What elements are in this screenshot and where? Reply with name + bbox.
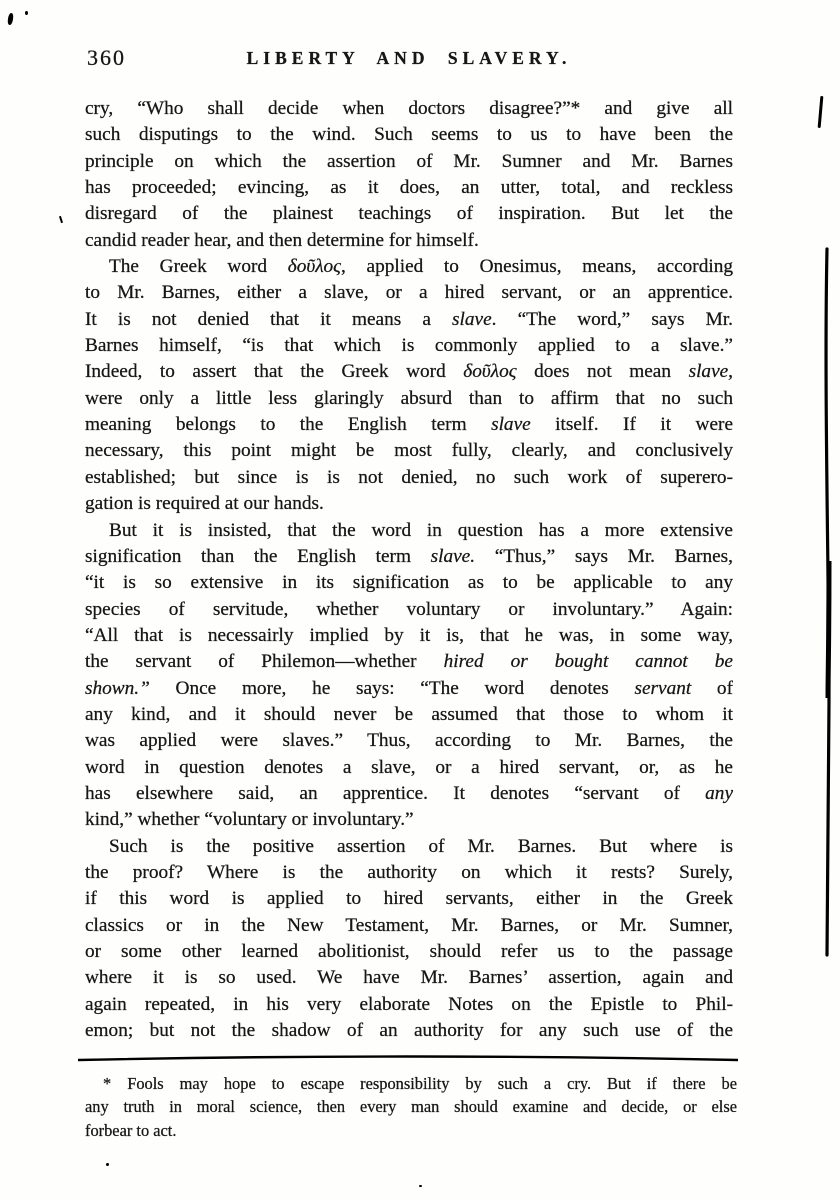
text-line	[85, 175, 733, 201]
text-segment: candid reader hear, and then determine for himself.	[85, 229, 479, 251]
text-segment: disregard of the plainest teachings of inspiration. But let the	[85, 203, 733, 225]
page-header	[85, 44, 733, 76]
text-segment: Indeed, to assert that the Greek word	[85, 361, 464, 383]
text-segment: where it is so used. We have Mr. Barnes’ assertion, again and	[85, 967, 733, 989]
ink-speck	[25, 11, 28, 15]
text-line	[85, 122, 733, 148]
text-segment: does not mean	[516, 361, 689, 383]
text-line	[85, 1119, 737, 1142]
text-segment: has elsewhere said, an apprentice. It denotes “servant of	[85, 782, 706, 804]
text-segment: Barnes himself, “is that which is commonly applied to a slave.”	[85, 335, 733, 357]
text-segment: any kind, and it should never be assumed that those to whom it	[85, 703, 733, 725]
text-segment: or some other learned abolitionist, should refer us to the passage	[85, 941, 733, 962]
text-line	[85, 307, 733, 333]
text-line	[85, 755, 733, 781]
text-line	[85, 359, 733, 385]
text-segment: has proceeded; evincing, as it does, an utter, total, and reckless	[85, 177, 733, 199]
ink-blot	[7, 13, 14, 26]
ink-speck	[106, 1163, 109, 1166]
page-number: 360	[87, 45, 126, 70]
text-line	[85, 807, 733, 833]
text-line	[85, 544, 733, 570]
italic-text: slave	[491, 414, 531, 436]
text-segment: emon; but not the shadow of an authority for any such use of the	[85, 1020, 733, 1042]
text-segment: were only a little less glaringly absurd than to affirm that no such	[85, 387, 733, 409]
text-segment: Once more, he says: “The word denotes	[149, 677, 635, 699]
text-segment: gation is required at our hands.	[85, 493, 324, 515]
text-line	[85, 1072, 737, 1095]
italic-text: any	[705, 782, 733, 804]
text-line	[85, 597, 733, 623]
italic-text: shown.”	[85, 677, 150, 699]
text-line	[85, 201, 733, 227]
scan-edge-mark	[818, 96, 824, 128]
text-segment: . “The word,” says Mr.	[491, 308, 733, 330]
text-segment: * Fools may hope to escape responsibility by such a cry. But if there be	[103, 1074, 737, 1093]
text-segment: any truth in moral science, then every man should examine and decide, or else	[85, 1097, 737, 1117]
text-segment: signification than the English term	[85, 545, 431, 567]
text-line	[85, 280, 733, 306]
ink-speck	[419, 1185, 422, 1187]
text-segment: Such is the positive assertion of Mr. Barnes. But where is	[109, 835, 733, 857]
text-line	[85, 834, 733, 860]
scan-line-artifact	[818, 243, 838, 963]
text-line	[85, 992, 733, 1018]
text-segment: the servant of Philemon—whether	[85, 651, 444, 673]
text-segment: “All that is necessairly implied by it is, that he was, in some way,	[85, 624, 733, 646]
text-line	[85, 1095, 737, 1118]
text-segment: such disputings to the wind. Such seems to us to have been the	[85, 124, 733, 146]
italic-text: δοῦλος	[463, 361, 517, 383]
text-line	[85, 412, 733, 438]
text-line	[85, 96, 733, 122]
running-title: LIBERTY AND SLAVERY.	[246, 48, 572, 68]
text-line	[85, 465, 733, 491]
text-segment: meaning belongs to the English term	[85, 414, 492, 436]
italic-text: slave	[452, 308, 492, 330]
text-line	[85, 939, 733, 965]
text-segment: to Mr. Barnes, either a slave, or a hired servant, or an apprentice.	[85, 282, 733, 304]
text-line	[85, 965, 733, 991]
text-segment: if this word is applied to hired servants, either in the Greek	[85, 888, 733, 910]
text-segment: species of servitude, whether voluntary or involuntary.” Again:	[85, 598, 733, 620]
text-segment: word in question denotes a slave, or a hired servant, or, as he	[85, 756, 733, 778]
footnote	[85, 1072, 737, 1142]
text-line	[85, 491, 733, 517]
text-segment: itself. If it were	[530, 414, 733, 436]
text-line	[85, 649, 733, 675]
text-line	[85, 570, 733, 596]
text-line	[85, 781, 733, 807]
text-segment: principle on which the assertion of Mr. Sumner and Mr. Barnes	[85, 150, 733, 172]
body-text	[85, 96, 733, 1044]
text-line	[85, 676, 733, 702]
text-segment: , applied to Onesimus, means, according	[341, 256, 733, 278]
text-segment: the proof? Where is the authority on which it rests? Surely,	[85, 861, 733, 883]
italic-text: slave,	[688, 361, 733, 383]
italic-text: hired or bought cannot be	[443, 651, 733, 673]
footnote-rule	[76, 1049, 740, 1067]
text-segment: It is not denied that it means a	[85, 308, 453, 330]
text-line	[85, 333, 733, 359]
italic-text: δοῦλος	[287, 256, 342, 278]
italic-text: slave.	[430, 545, 476, 567]
text-line	[85, 913, 733, 939]
text-line	[85, 1018, 733, 1044]
text-segment: established; but since is is not denied, no such work of superero-	[85, 466, 733, 488]
text-segment: cry, “Who shall decide when doctors disagree?”* and give all	[85, 98, 733, 119]
text-line	[85, 228, 733, 254]
text-segment: kind,” whether “voluntary or involuntary.”	[85, 809, 414, 831]
text-line	[85, 702, 733, 728]
text-segment: of	[691, 677, 733, 699]
italic-text: servant	[634, 677, 692, 699]
text-segment: “Thus,” says Mr. Barnes,	[475, 545, 733, 567]
text-line	[85, 386, 733, 412]
text-line	[85, 254, 733, 280]
text-line	[85, 149, 733, 175]
ink-speck	[59, 216, 63, 223]
footnote-rule-line	[76, 1052, 740, 1062]
text-line	[85, 886, 733, 912]
text-segment: “it is so extensive in its signification as to be applicable to any	[85, 572, 733, 594]
text-line	[85, 518, 733, 544]
text-segment: necessary, this point might be most fully, clearly, and conclusively	[85, 440, 733, 462]
text-segment: classics or in the New Testament, Mr. Barnes, or Mr. Sumner,	[85, 914, 733, 936]
text-line	[85, 438, 733, 464]
text-segment: But it is insisted, that the word in question has a more extensive	[109, 519, 733, 541]
text-line	[85, 623, 733, 649]
text-segment: forbear to act.	[85, 1120, 177, 1140]
text-segment: again repeated, in his very elaborate Notes on the Epistle to Phil-	[85, 993, 733, 1015]
text-line	[85, 860, 733, 886]
text-segment: The Greek word	[109, 256, 288, 278]
text-line	[85, 728, 733, 754]
text-segment: was applied were slaves.” Thus, according to Mr. Barnes, the	[85, 730, 733, 752]
